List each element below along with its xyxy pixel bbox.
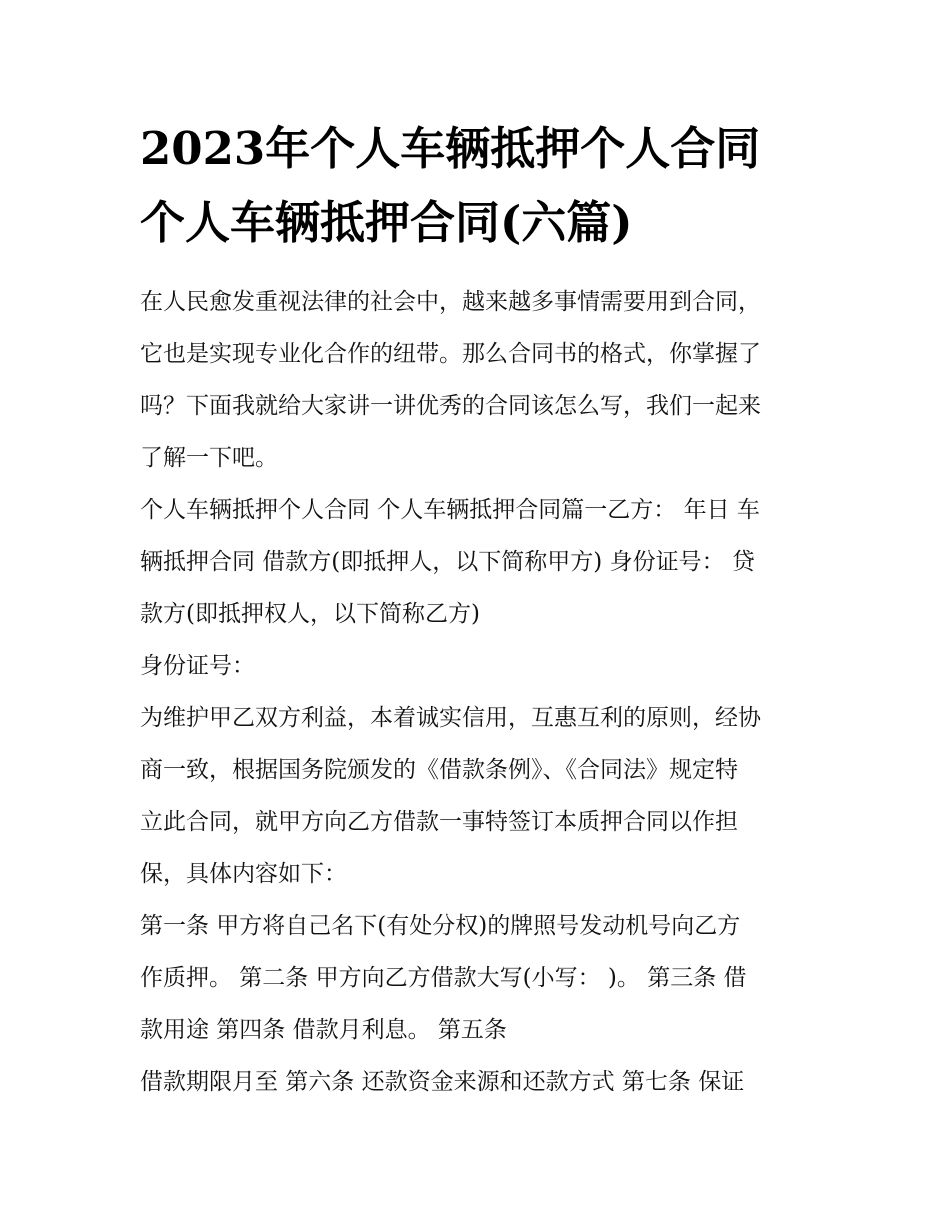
document-body [140, 276, 830, 1108]
text-line: 商一致，根据国务院颁发的《借款条例》、《合同法》规定特 [140, 757, 738, 783]
document-title [140, 112, 830, 260]
text-line: 借款期限月至 第六条 还款资金来源和还款方式 第七条 保证 [140, 1069, 745, 1095]
text-line: 保，具体内容如下： [140, 861, 347, 887]
title-line-2: 个人车辆抵押合同(六篇) [140, 196, 633, 249]
text-line: 在人民愈发重视法律的社会中，越来越多事情需要用到合同， [140, 289, 761, 315]
text-line: 身份证号： [140, 653, 255, 679]
text-line: 吗？下面我就给大家讲一讲优秀的合同该怎么写，我们一起来 [140, 393, 761, 419]
parties-paragraph [140, 484, 830, 640]
articles-paragraph [140, 900, 830, 1056]
text-line: 它也是实现专业化合作的纽带。那么合同书的格式，你掌握了 [140, 341, 761, 367]
intro-paragraph [140, 276, 830, 484]
text-line: 了解一下吧。 [140, 445, 278, 471]
text-line: 个人车辆抵押个人合同 个人车辆抵押合同篇一乙方： 年日 车 [140, 497, 760, 523]
purpose-paragraph [140, 692, 830, 900]
text-line: 立此合同，就甲方向乙方借款一事特签订本质押合同以作担 [140, 809, 738, 835]
text-line: 为维护甲乙双方利益，本着诚实信用，互惠互利的原则，经协 [140, 705, 761, 731]
title-line-1: 2023年个人车辆抵押个人合同 [140, 122, 761, 175]
term-paragraph [140, 1056, 830, 1108]
text-line: 款方(即抵押权人，以下简称乙方) [140, 601, 480, 627]
text-line: 作质押。 第二条 甲方向乙方借款大写(小写： )。 第三条 借 [140, 965, 747, 991]
text-line: 款用途 第四条 借款月利息。 第五条 [140, 1017, 507, 1043]
text-line: 第一条 甲方将自己名下(有处分权)的牌照号发动机号向乙方 [140, 913, 741, 939]
text-line: 辆抵押合同 借款方(即抵押人，以下简称甲方) 身份证号： 贷 [140, 549, 755, 575]
id-number-paragraph [140, 640, 830, 692]
